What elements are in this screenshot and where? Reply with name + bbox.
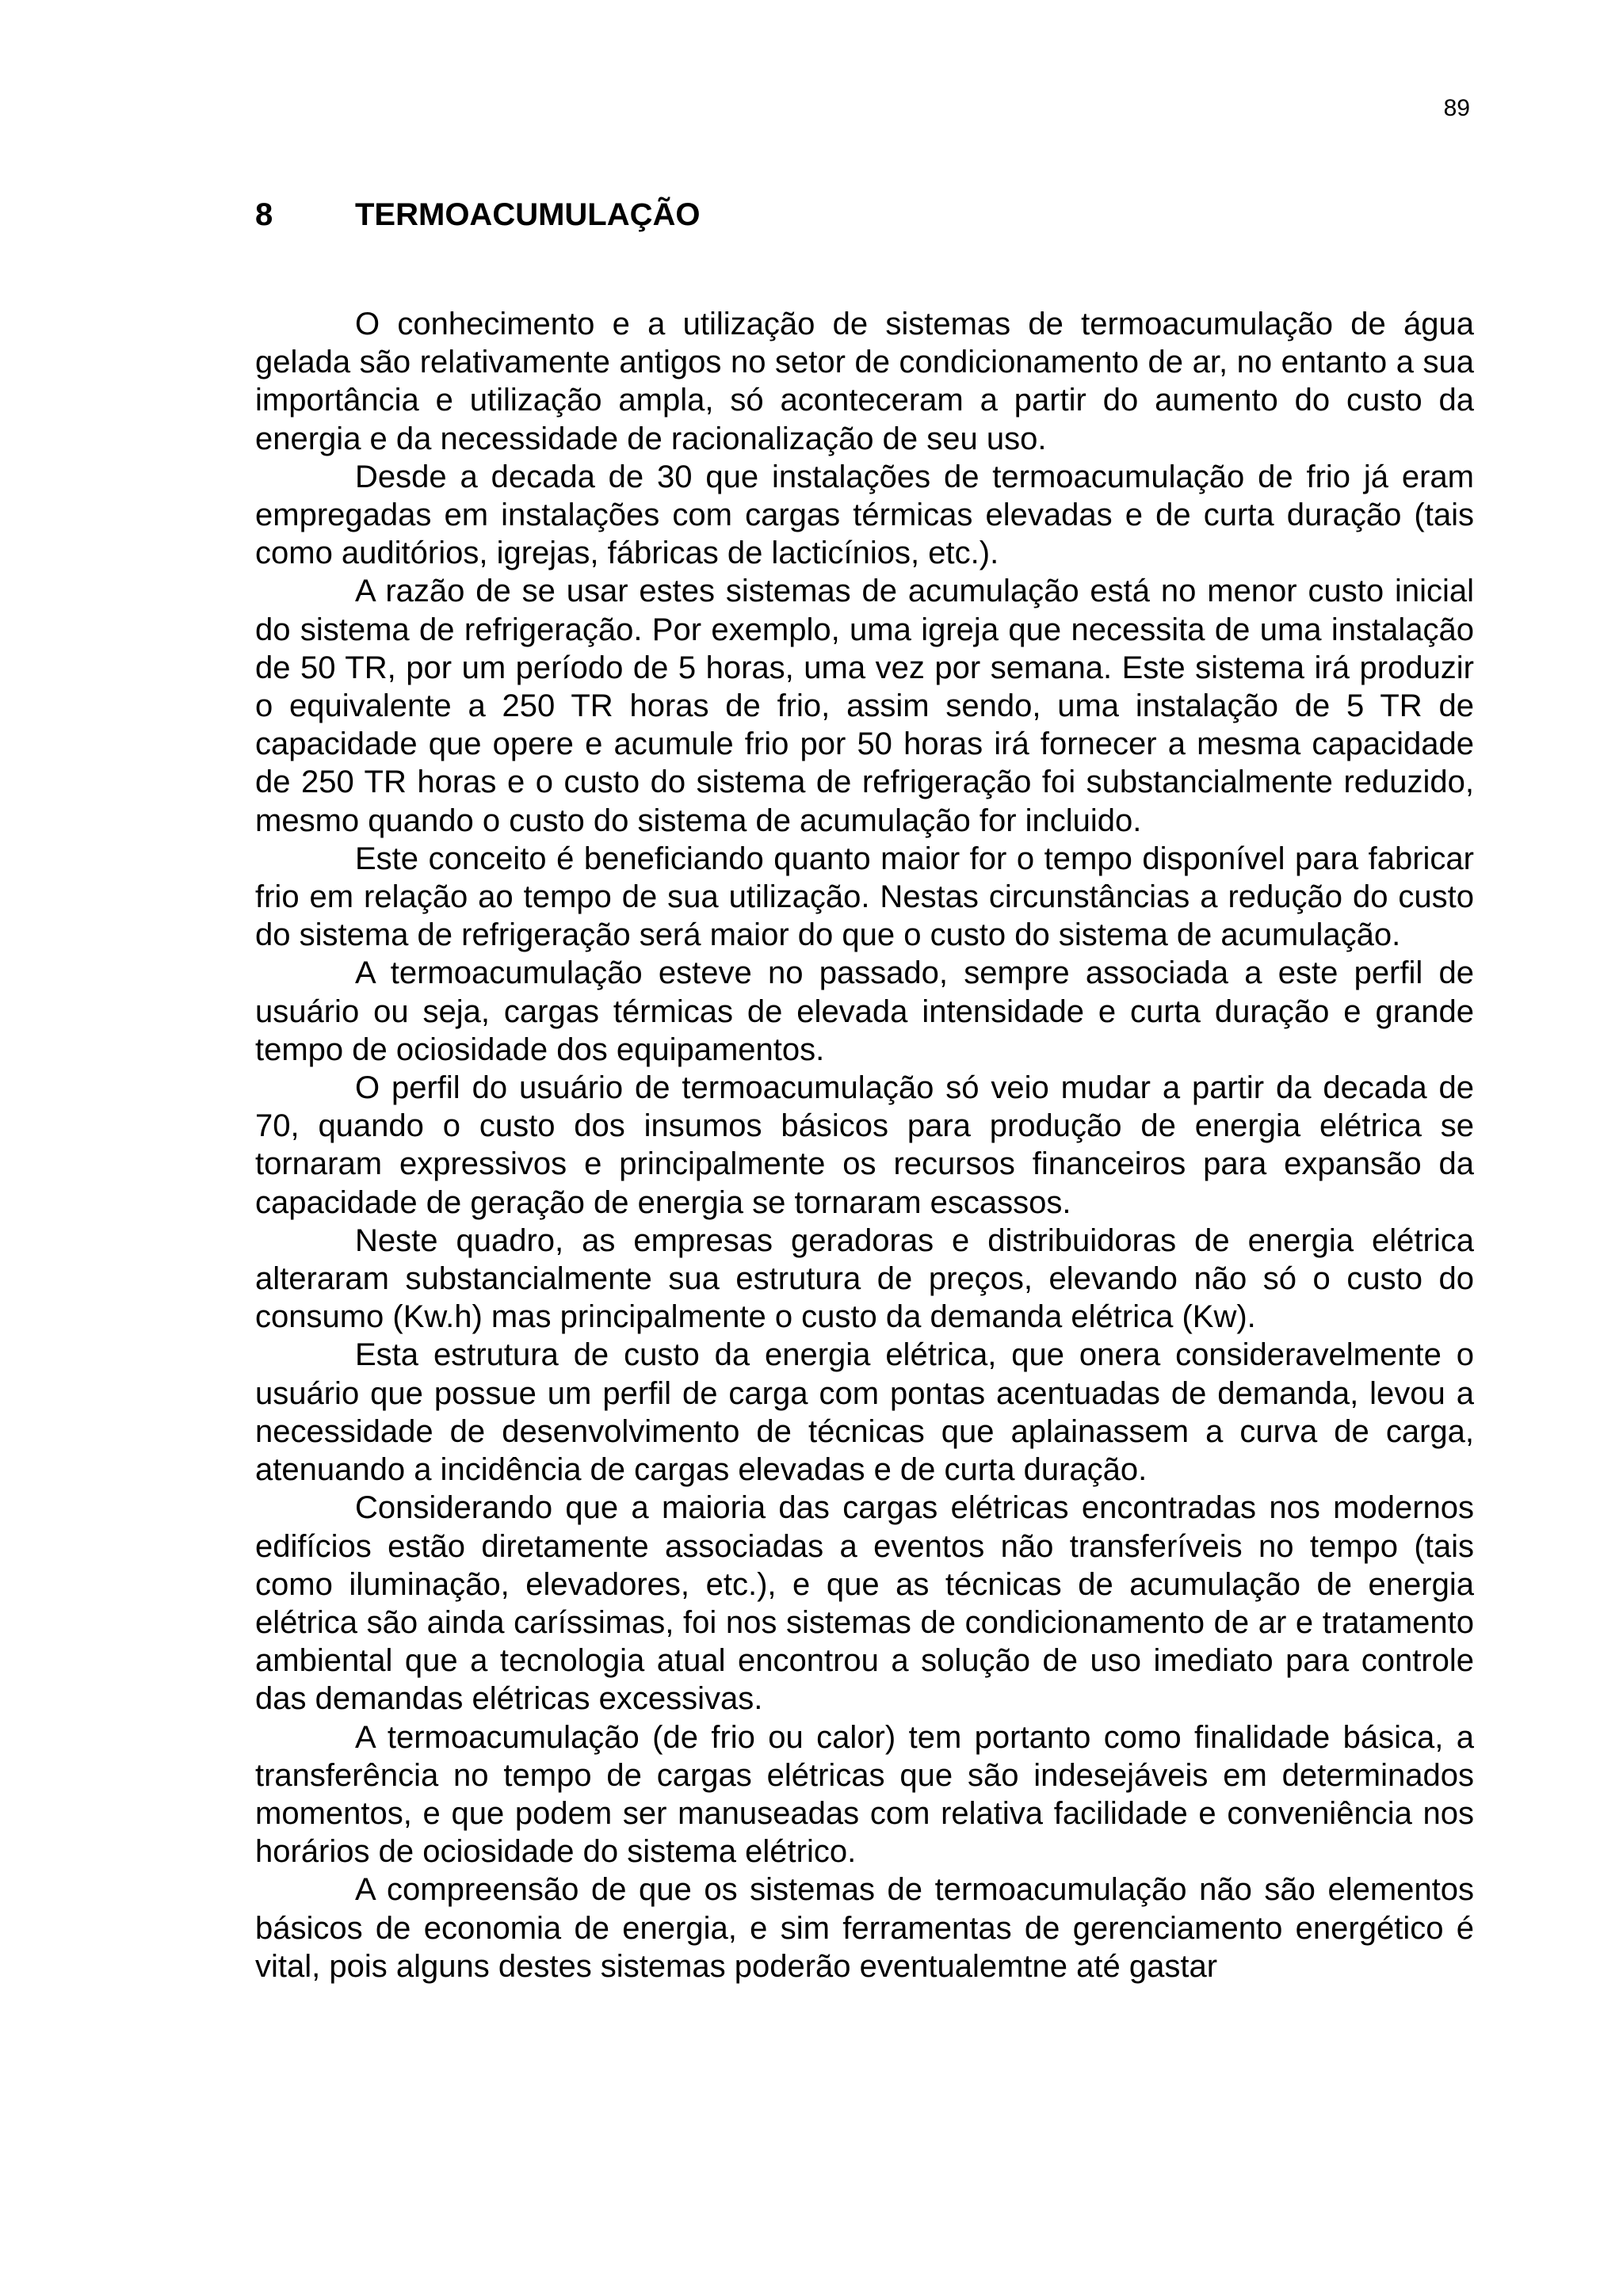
body-text (255, 305, 1474, 1985)
paragraph: Esta estrutura de custo da energia elétrica, que onera consideravelmente o usuário que possue um perfil de carga com pontas acentuadas de demanda, levou a necessidade de desenvolvimento de técnicas que aplainassem a curva de carga, atenuando a incidência de cargas elevadas e de curta duração. (255, 1337, 1474, 1488)
paragraph: Este conceito é beneficiando quanto maior for o tempo disponível para fabricar frio em relação ao tempo de sua utilização. Nestas circunstâncias a redução do custo do sistema de refrigeração será maior do que o custo do sistema de acumulação. (255, 841, 1474, 953)
page-number: 89 (1443, 95, 1470, 121)
paragraph: A razão de se usar estes sistemas de acumulação está no menor custo inicial do sistema de refrigeração. Por exemplo, uma igreja que necessita de uma instalação de 50 TR, por um período de 5 horas, uma vez por semana. Este sistema irá produzir o equivalente a 250 TR horas de frio, assim sendo, uma instalação de 5 TR de capacidade que opere e acumule frio por 50 horas irá fornecer a mesma capacidade de 250 TR horas e o custo do sistema de refrigeração foi substancialmente reduzido, mesmo quando o custo do sistema de acumulação for incluido. (255, 574, 1474, 838)
paragraph: A compreensão de que os sistemas de termoacumulação não são elementos básicos de economia de energia, e sim ferramentas de gerenciamento energético é vital, pois alguns destes sistemas poderão eventualemtne até gastar (255, 1872, 1474, 1984)
paragraph: O perfil do usuário de termoacumulação só veio mudar a partir da decada de 70, quando o custo dos insumos básicos para produção de energia elétrica se tornaram expressivos e principalmente os recursos financeiros para expansão da capacidade de geração de energia se tornaram escassos. (255, 1070, 1474, 1220)
paragraph: A termoacumulação esteve no passado, sempre associada a este perfil de usuário ou seja, cargas térmicas de elevada intensidade e curta duração e grande tempo de ociosidade dos equipamentos. (255, 955, 1474, 1067)
paragraph: Desde a decada de 30 que instalações de termoacumulação de frio já eram empregadas em instalações com cargas térmicas elevadas e de curta duração (tais como auditórios, igrejas, fábricas de lacticínios, etc.). (255, 459, 1474, 571)
chapter-number: 8 (255, 197, 273, 232)
paragraph: A termoacumulação (de frio ou calor) tem portanto como finalidade básica, a transferência no tempo de cargas elétricas que são indesejáveis em determinados momentos, e que podem ser manuseadas com relativa facilidade e conveniência nos horários de ociosidade do sistema elétrico. (255, 1719, 1474, 1870)
chapter-title: TERMOACUMULAÇÃO (355, 197, 701, 232)
chapter-heading (255, 196, 701, 234)
paragraph: Considerando que a maioria das cargas elétricas encontradas nos modernos edifícios estão diretamente associadas a eventos não transferíveis no tempo (tais como iluminação, elevadores, etc.), e que as técnicas de acumulação de energia elétrica são ainda caríssimas, foi nos sistemas de condicionamento de ar e tratamento ambiental que a tecnologia atual encontrou a solução de uso imediato para controle das demandas elétricas excessivas. (255, 1490, 1474, 1717)
paragraph: Neste quadro, as empresas geradoras e distribuidoras de energia elétrica alteraram substancialmente sua estrutura de preços, elevando não só o custo do consumo (Kw.h) mas principalmente o custo da demanda elétrica (Kw). (255, 1222, 1474, 1335)
paragraph: O conhecimento e a utilização de sistemas de termoacumulação de água gelada são relativamente antigos no setor de condicionamento de ar, no entanto a sua importância e utilização ampla, só aconteceram a partir do aumento do custo da energia e da necessidade de racionalização de seu uso. (255, 307, 1474, 456)
